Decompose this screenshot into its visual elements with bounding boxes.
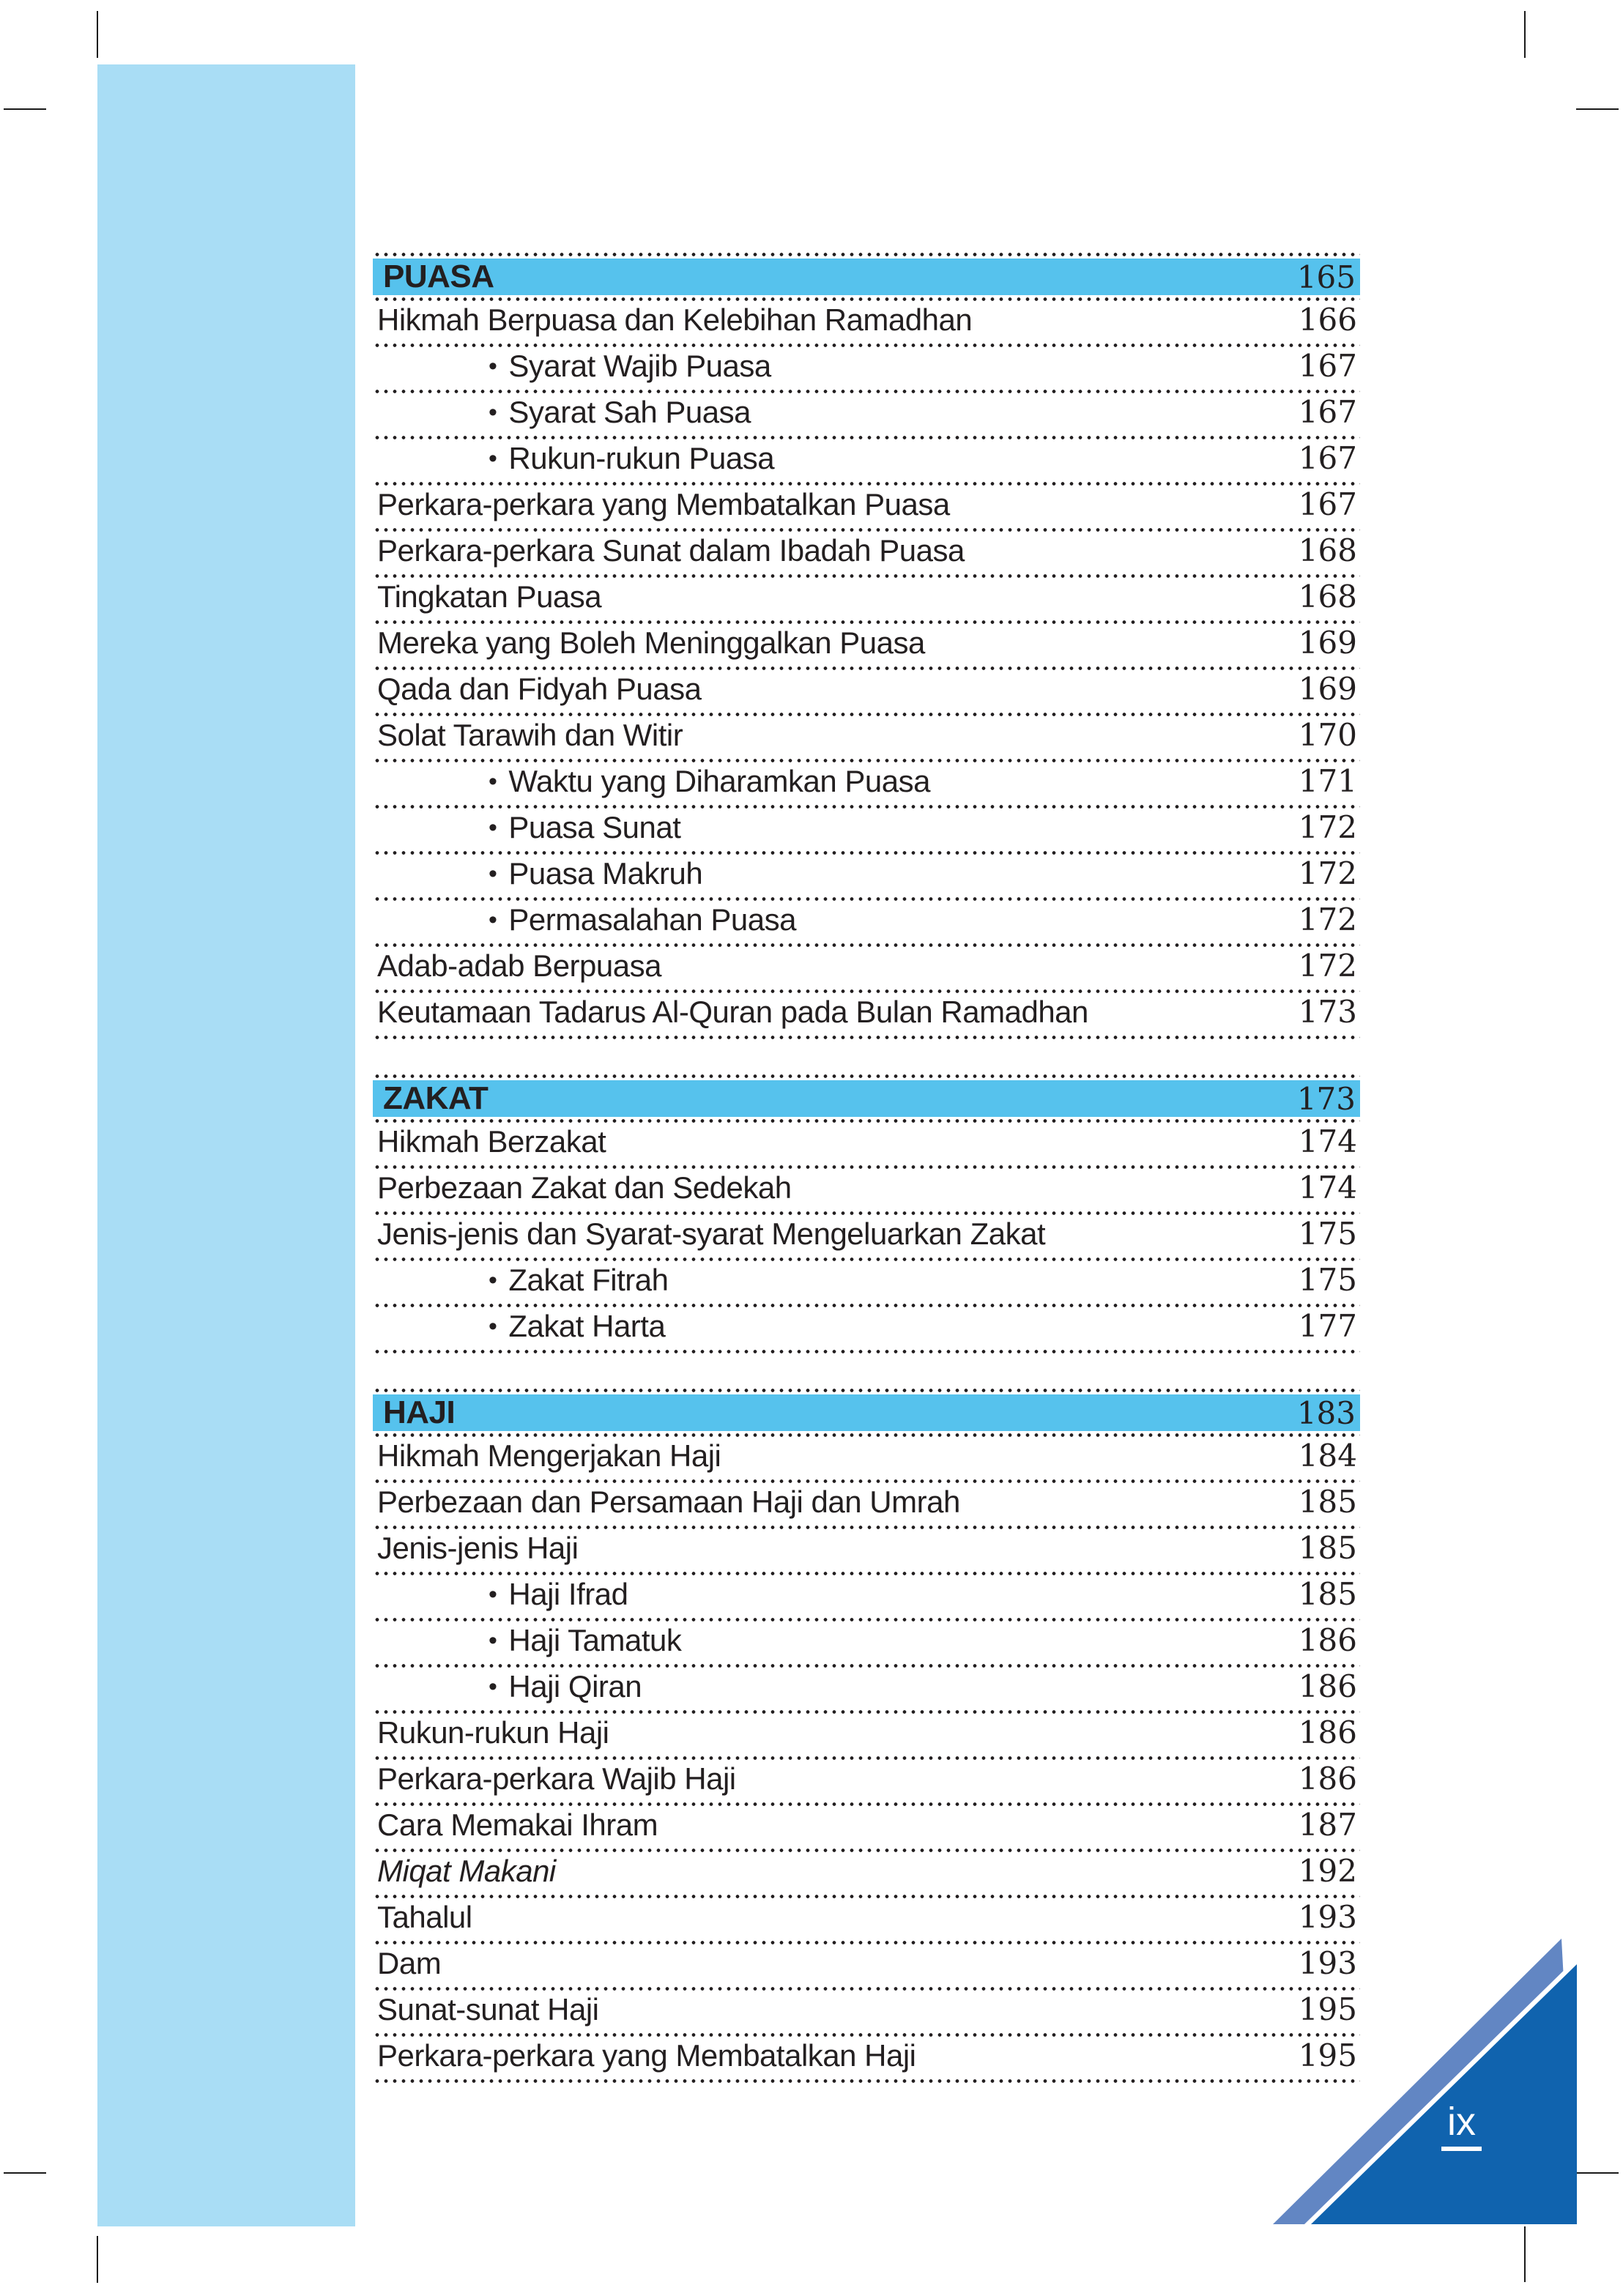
bullet-icon: • — [489, 445, 497, 472]
toc-entry-row — [373, 1261, 1360, 1307]
crop-mark-top-left-horizontal — [4, 108, 46, 110]
entry-label — [377, 1263, 668, 1298]
toc-section — [373, 253, 1360, 1039]
section-header-row — [373, 1080, 1360, 1117]
entry-label — [377, 1438, 721, 1474]
bullet-icon: • — [489, 1673, 497, 1701]
toc-section — [373, 1389, 1360, 2083]
entry-page-number: 167 — [1298, 440, 1357, 476]
entry-page-number: 193 — [1298, 1945, 1357, 1981]
bullet-icon: • — [489, 768, 497, 795]
crop-mark-top-left-vertical — [97, 11, 98, 58]
entry-label-text: Perkara-perkara yang Membatalkan Haji — [377, 2038, 916, 2073]
entry-label-text: Permasalahan Puasa — [508, 902, 796, 937]
corner-triangle — [1245, 1904, 1623, 2296]
entry-page-number: 170 — [1298, 717, 1357, 753]
bullet-icon: • — [489, 860, 497, 888]
entry-page-number: 172 — [1298, 902, 1357, 937]
entry-label — [377, 2038, 916, 2073]
toc-entry-row — [373, 1575, 1360, 1621]
entry-label-text: Jenis-jenis Haji — [377, 1531, 579, 1565]
entry-page-number: 195 — [1298, 2037, 1357, 2073]
toc-entry-row — [373, 578, 1360, 624]
entry-label — [377, 302, 972, 338]
toc-entry-row — [373, 1483, 1360, 1529]
entry-page-number: 186 — [1298, 1622, 1357, 1658]
entry-label-text: Zakat Fitrah — [508, 1263, 669, 1297]
entry-label-text: Syarat Wajib Puasa — [508, 349, 771, 383]
section-entries — [373, 1123, 1360, 1353]
entry-label — [377, 948, 661, 984]
entry-label — [377, 1761, 736, 1797]
entry-label-text: Miqat Makani — [377, 1854, 556, 1888]
entry-label-text: Keutamaan Tadarus Al-Quran pada Bulan Ramadhan — [377, 995, 1088, 1029]
dotted-leader — [373, 1350, 1360, 1353]
entry-label-text: Puasa Sunat — [508, 810, 681, 844]
entry-label-text: Puasa Makruh — [508, 856, 703, 891]
toc-entry-row — [373, 1806, 1360, 1852]
entry-label-text: Tahalul — [377, 1900, 472, 1934]
entry-label — [377, 718, 683, 753]
crop-mark-bottom-left-horizontal — [4, 2172, 46, 2174]
entry-label-text: Mereka yang Boleh Meninggalkan Puasa — [377, 625, 925, 660]
toc-entry-row — [373, 947, 1360, 993]
entry-label — [377, 810, 680, 845]
toc-entry-row — [373, 1621, 1360, 1668]
entry-page-number: 167 — [1298, 394, 1357, 430]
entry-page-number: 187 — [1298, 1807, 1357, 1843]
entry-page-number: 167 — [1298, 348, 1357, 384]
entry-label — [377, 533, 965, 568]
toc-entry-row — [373, 1169, 1360, 1215]
bullet-icon: • — [489, 398, 497, 426]
toc-entry-row — [373, 1991, 1360, 2037]
entry-label-text: Perbezaan dan Persamaan Haji dan Umrah — [377, 1485, 960, 1519]
entry-page-number: 168 — [1298, 579, 1357, 614]
toc-entry-row — [373, 670, 1360, 716]
entry-label — [377, 672, 701, 707]
entry-page-number: 172 — [1298, 855, 1357, 891]
entry-label — [377, 579, 601, 614]
section-header-row — [373, 259, 1360, 295]
entry-label — [377, 1946, 441, 1981]
entry-label-text: Zakat Harta — [508, 1309, 666, 1343]
entry-label — [377, 395, 751, 430]
entry-label-text: Qada dan Fidyah Puasa — [377, 672, 702, 706]
entry-page-number: 174 — [1298, 1123, 1357, 1159]
entry-page-number: 173 — [1298, 994, 1357, 1030]
bullet-icon: • — [489, 906, 497, 934]
entry-page-number: 186 — [1298, 1714, 1357, 1750]
toc-entry-row — [373, 1123, 1360, 1169]
entry-label-text: Haji Qiran — [508, 1669, 642, 1704]
entry-page-number: 195 — [1298, 1991, 1357, 2027]
entry-label — [377, 625, 925, 661]
dotted-leader — [373, 1074, 1360, 1078]
entry-label — [377, 1170, 792, 1205]
entry-page-number: 177 — [1298, 1308, 1357, 1344]
toc-entry-row — [373, 1437, 1360, 1483]
section-page-number: 173 — [1296, 1080, 1356, 1117]
toc-entry-row — [373, 855, 1360, 901]
entry-page-number: 185 — [1298, 1576, 1357, 1612]
entry-page-number: 186 — [1298, 1761, 1357, 1797]
entry-page-number: 166 — [1298, 302, 1357, 338]
table-of-contents — [373, 253, 1360, 2083]
section-header-row — [373, 1394, 1360, 1431]
entry-label — [377, 349, 771, 384]
entry-label-text: Waktu yang Diharamkan Puasa — [508, 764, 930, 798]
entry-label — [377, 1216, 1045, 1252]
side-band — [97, 64, 355, 2226]
toc-entry-row — [373, 1944, 1360, 1991]
dotted-leader — [373, 2079, 1360, 2083]
toc-entry-row — [373, 1714, 1360, 1760]
toc-entry-row — [373, 532, 1360, 578]
toc-entry-row — [373, 393, 1360, 439]
entry-label — [377, 995, 1088, 1030]
entry-label-text: Hikmah Berzakat — [377, 1124, 606, 1159]
dotted-leader — [373, 1036, 1360, 1039]
dotted-leader — [373, 1389, 1360, 1392]
entry-label — [377, 1309, 665, 1344]
toc-entry-row — [373, 1529, 1360, 1575]
toc-entry-row — [373, 2037, 1360, 2083]
entry-page-number: 185 — [1298, 1484, 1357, 1520]
entry-label — [377, 1900, 472, 1935]
toc-entry-row — [373, 716, 1360, 762]
entry-label-text: Perkara-perkara Sunat dalam Ibadah Puasa — [377, 533, 965, 568]
entry-label-text: Solat Tarawih dan Witir — [377, 718, 683, 752]
entry-label-text: Perkara-perkara yang Membatalkan Puasa — [377, 487, 950, 521]
toc-entry-row — [373, 762, 1360, 809]
entry-label-text: Hikmah Mengerjakan Haji — [377, 1438, 721, 1473]
entry-label-text: Rukun-rukun Puasa — [508, 441, 775, 475]
bullet-icon: • — [489, 1312, 497, 1340]
toc-entry-row — [373, 1307, 1360, 1353]
entry-label-text: Syarat Sah Puasa — [508, 395, 751, 429]
entry-label — [377, 1485, 960, 1520]
entry-label — [377, 1992, 599, 2027]
entry-label-text: Haji Tamatuk — [508, 1623, 682, 1657]
crop-mark-bottom-left-vertical — [97, 2236, 98, 2283]
entry-page-number: 169 — [1298, 671, 1357, 707]
bullet-icon: • — [489, 352, 497, 380]
entry-label — [377, 1715, 609, 1750]
entry-label — [377, 1577, 628, 1612]
toc-entry-row — [373, 901, 1360, 947]
entry-page-number: 171 — [1298, 763, 1357, 799]
entry-label — [377, 1854, 556, 1889]
entry-page-number: 168 — [1298, 532, 1357, 568]
entry-page-number: 169 — [1298, 625, 1357, 661]
section-entries — [373, 1437, 1360, 2083]
entry-label-text: Dam — [377, 1946, 442, 1980]
toc-entry-row — [373, 1668, 1360, 1714]
entry-label — [377, 902, 796, 937]
entry-label — [377, 1669, 642, 1704]
entry-page-number: 186 — [1298, 1668, 1357, 1704]
entry-page-number: 185 — [1298, 1530, 1357, 1566]
section-title: ZAKAT — [383, 1080, 489, 1116]
entry-label-text: Haji Ifrad — [508, 1577, 628, 1611]
toc-entry-row — [373, 1760, 1360, 1806]
entry-label-text: Sunat-sunat Haji — [377, 1992, 599, 2026]
section-page-number: 165 — [1296, 259, 1356, 295]
section-title: HAJI — [383, 1394, 456, 1430]
entry-label — [377, 1124, 606, 1159]
toc-entry-row — [373, 439, 1360, 486]
entry-label — [377, 1808, 658, 1843]
toc-entry-row — [373, 486, 1360, 532]
bullet-icon: • — [489, 1266, 497, 1294]
entry-label — [377, 1623, 681, 1658]
entry-label-text: Tingkatan Puasa — [377, 579, 602, 614]
entry-page-number: 174 — [1298, 1170, 1357, 1205]
entry-page-number: 172 — [1298, 948, 1357, 984]
toc-entry-row — [373, 1215, 1360, 1261]
toc-entry-row — [373, 301, 1360, 347]
entry-page-number: 167 — [1298, 486, 1357, 522]
entry-page-number: 175 — [1298, 1262, 1357, 1298]
section-entries — [373, 301, 1360, 1039]
entry-page-number: 192 — [1298, 1853, 1357, 1889]
entry-label — [377, 1531, 578, 1566]
entry-label — [377, 764, 930, 799]
section-title: PUASA — [383, 259, 494, 294]
entry-label-text: Jenis-jenis dan Syarat-syarat Mengeluarkan Zakat — [377, 1216, 1046, 1251]
toc-entry-row — [373, 993, 1360, 1039]
toc-entry-row — [373, 347, 1360, 393]
toc-entry-row — [373, 1898, 1360, 1944]
crop-mark-top-right-horizontal — [1576, 108, 1619, 110]
bullet-icon: • — [489, 1580, 497, 1608]
entry-page-number: 193 — [1298, 1899, 1357, 1935]
entry-page-number: 175 — [1298, 1216, 1357, 1252]
entry-label — [377, 487, 950, 522]
entry-label — [377, 441, 774, 476]
toc-entry-row — [373, 809, 1360, 855]
section-page-number: 183 — [1296, 1394, 1356, 1431]
bullet-icon: • — [489, 814, 497, 842]
entry-label-text: Adab-adab Berpuasa — [377, 948, 661, 983]
entry-label-text: Perkara-perkara Wajib Haji — [377, 1761, 736, 1796]
corner-page-number: ix — [1441, 2100, 1482, 2151]
toc-section — [373, 1074, 1360, 1353]
entry-label-text: Rukun-rukun Haji — [377, 1715, 609, 1750]
entry-label-text: Hikmah Berpuasa dan Kelebihan Ramadhan — [377, 302, 973, 337]
entry-label-text: Perbezaan Zakat dan Sedekah — [377, 1170, 792, 1205]
toc-entry-row — [373, 624, 1360, 670]
crop-mark-top-right-vertical — [1524, 11, 1526, 58]
entry-page-number: 184 — [1298, 1438, 1357, 1474]
entry-page-number: 172 — [1298, 809, 1357, 845]
dotted-leader — [373, 253, 1360, 256]
bullet-icon: • — [489, 1627, 497, 1654]
toc-entry-row — [373, 1852, 1360, 1898]
entry-label — [377, 856, 702, 891]
entry-label-text: Cara Memakai Ihram — [377, 1808, 658, 1842]
